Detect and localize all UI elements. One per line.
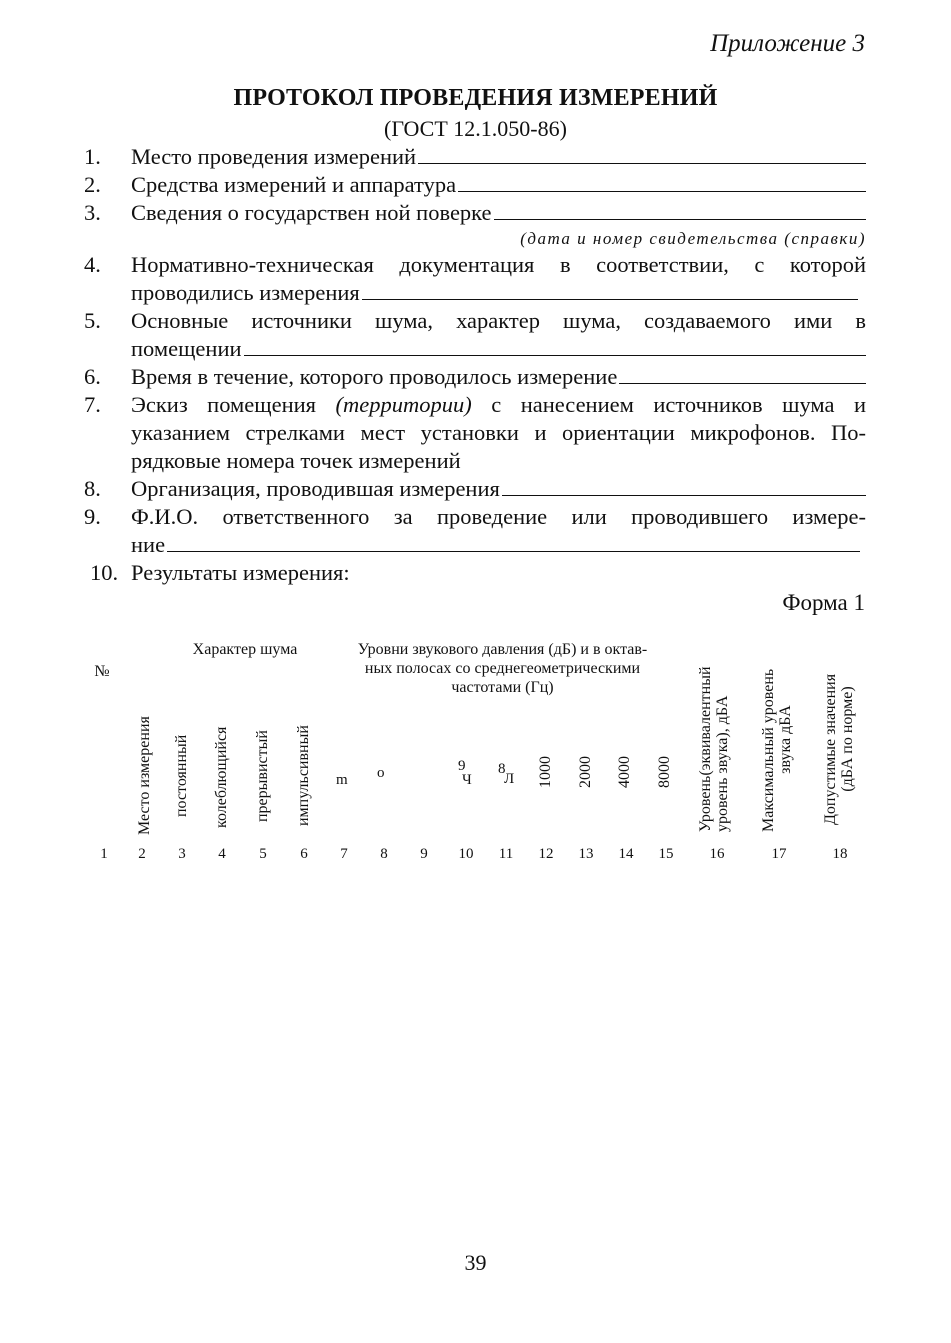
freq-label: 8000 bbox=[656, 756, 673, 788]
freq-label: Л bbox=[504, 771, 515, 787]
item-number: 8. bbox=[84, 476, 101, 501]
column-number: 1 bbox=[100, 846, 108, 862]
freq-label: Ч bbox=[462, 772, 472, 788]
protocol-list bbox=[84, 143, 866, 587]
freq-label: m bbox=[336, 772, 348, 788]
item-number: 1. bbox=[84, 144, 101, 169]
column-number: 8 bbox=[380, 846, 388, 862]
header-impulsive: импульсивный bbox=[295, 725, 312, 826]
header-line: Допустимые значения bbox=[822, 673, 839, 825]
column-number: 14 bbox=[618, 846, 634, 862]
list-item-9 bbox=[84, 503, 866, 559]
column-number: 16 bbox=[709, 846, 725, 862]
item-number: 6. bbox=[84, 364, 101, 389]
item-number: 10. bbox=[90, 560, 119, 585]
page-subtitle: (ГОСТ 12.1.050-86) bbox=[384, 116, 567, 141]
blank-line[interactable] bbox=[502, 476, 866, 496]
header-line: уровень звука), дБА bbox=[714, 695, 731, 832]
header-intermittent: прерывистый bbox=[254, 730, 271, 822]
item-text: Время в течение, которого проводилось измерение bbox=[131, 364, 618, 389]
header-allowable-values bbox=[822, 653, 856, 825]
item-number: 2. bbox=[84, 172, 101, 197]
column-number: 18 bbox=[832, 846, 848, 862]
header-sound-levels-line: частотами (Гц) bbox=[451, 679, 554, 696]
header-line: Максимальный уровень bbox=[760, 668, 777, 832]
item-number: 9. bbox=[84, 504, 101, 529]
list-item-5 bbox=[84, 307, 866, 363]
column-number: 4 bbox=[218, 846, 226, 862]
item-hint: (дата и номер свидетельства (справки) bbox=[520, 229, 866, 248]
list-item-7 bbox=[84, 391, 866, 475]
form-label: Форма 1 bbox=[782, 590, 865, 615]
blank-line[interactable] bbox=[167, 532, 860, 552]
column-number: 13 bbox=[578, 846, 594, 862]
item-text: Основные источники шума, характер шума, создаваемого ими в bbox=[131, 308, 866, 333]
item-number: 5. bbox=[84, 308, 101, 333]
header-max-level bbox=[760, 647, 794, 832]
header-fluctuating: колеблющийся bbox=[213, 726, 230, 828]
freq-label: 1000 bbox=[537, 756, 554, 788]
item-text: Сведения о государствен ной поверке bbox=[131, 200, 492, 225]
page-title: ПРОТОКОЛ ПРОВЕДЕНИЯ ИЗМЕРЕНИЙ bbox=[233, 85, 718, 111]
blank-line[interactable] bbox=[619, 364, 866, 384]
header-line: (дБА по норме) bbox=[839, 686, 856, 792]
item-text: помещении bbox=[131, 336, 242, 361]
list-item-10 bbox=[84, 559, 866, 587]
header-measurement-place: Место измерения bbox=[136, 716, 153, 835]
column-number: 17 bbox=[771, 846, 787, 862]
blank-line[interactable] bbox=[418, 144, 866, 164]
column-number: 11 bbox=[498, 846, 514, 862]
blank-line[interactable] bbox=[362, 280, 858, 300]
column-number: 5 bbox=[259, 846, 267, 862]
column-number: 6 bbox=[300, 846, 308, 862]
freq-label: 4000 bbox=[616, 756, 633, 788]
header-line: Уровень(эквивалентный bbox=[697, 666, 714, 832]
freq-label: 8 bbox=[498, 761, 506, 777]
item-text: Организация, проводившая измерения bbox=[131, 476, 500, 501]
column-number: 10 bbox=[458, 846, 474, 862]
appendix-label: Приложение 3 bbox=[710, 30, 865, 57]
item-number: 7. bbox=[84, 392, 101, 417]
item-text: рядковые номера точек измерений bbox=[131, 448, 461, 473]
list-item-3 bbox=[84, 199, 866, 227]
item-number: 4. bbox=[84, 252, 101, 277]
item-text: Нормативно-техническая документация в соответствии, с которой bbox=[131, 252, 866, 277]
list-item-8 bbox=[84, 475, 866, 503]
column-number: 2 bbox=[138, 846, 146, 862]
column-number: 7 bbox=[340, 846, 348, 862]
item-text: Ф.И.О. ответственного за проведение или проводившего измере- bbox=[131, 504, 866, 529]
column-number: 12 bbox=[538, 846, 554, 862]
header-sound-levels bbox=[325, 640, 680, 697]
freq-label: 2000 bbox=[577, 756, 594, 788]
header-constant: постоянный bbox=[173, 734, 190, 817]
freq-label: o bbox=[377, 765, 385, 781]
item-text: ние bbox=[131, 532, 166, 557]
freq-label: 9 bbox=[458, 758, 466, 774]
list-item-6 bbox=[84, 363, 866, 391]
item-text: Средства измерений и аппаратура bbox=[131, 172, 457, 197]
item-text: проводились измерения bbox=[131, 280, 360, 305]
header-sound-levels-line: Уровни звукового давления (дБ) и в октав- bbox=[357, 641, 648, 658]
item-text: указанием стрелками мест установки и ориентации микрофонов. По- bbox=[131, 420, 866, 445]
header-line: звука дБА bbox=[777, 705, 794, 774]
column-number: 9 bbox=[420, 846, 428, 862]
item-text: Эскиз помещения (территории) с нанесением источников шума и bbox=[131, 392, 866, 417]
header-sound-levels-line: ных полосах со среднегеометрическими bbox=[364, 660, 641, 677]
page-number: 39 bbox=[464, 1250, 487, 1275]
list-item-2 bbox=[84, 171, 866, 199]
list-item-1 bbox=[84, 143, 866, 171]
column-number: 15 bbox=[658, 846, 674, 862]
list-item-4 bbox=[84, 251, 866, 307]
blank-line[interactable] bbox=[494, 200, 866, 220]
blank-line[interactable] bbox=[244, 336, 866, 356]
column-number: 3 bbox=[178, 846, 186, 862]
header-equivalent-level bbox=[697, 666, 731, 832]
header-number: № bbox=[94, 663, 110, 680]
item-text: Результаты измерения: bbox=[131, 560, 350, 585]
item-number: 3. bbox=[84, 200, 101, 225]
header-noise-character: Характер шума bbox=[192, 641, 298, 658]
blank-line[interactable] bbox=[458, 172, 866, 192]
item-text: Место проведения измерений bbox=[131, 144, 417, 169]
